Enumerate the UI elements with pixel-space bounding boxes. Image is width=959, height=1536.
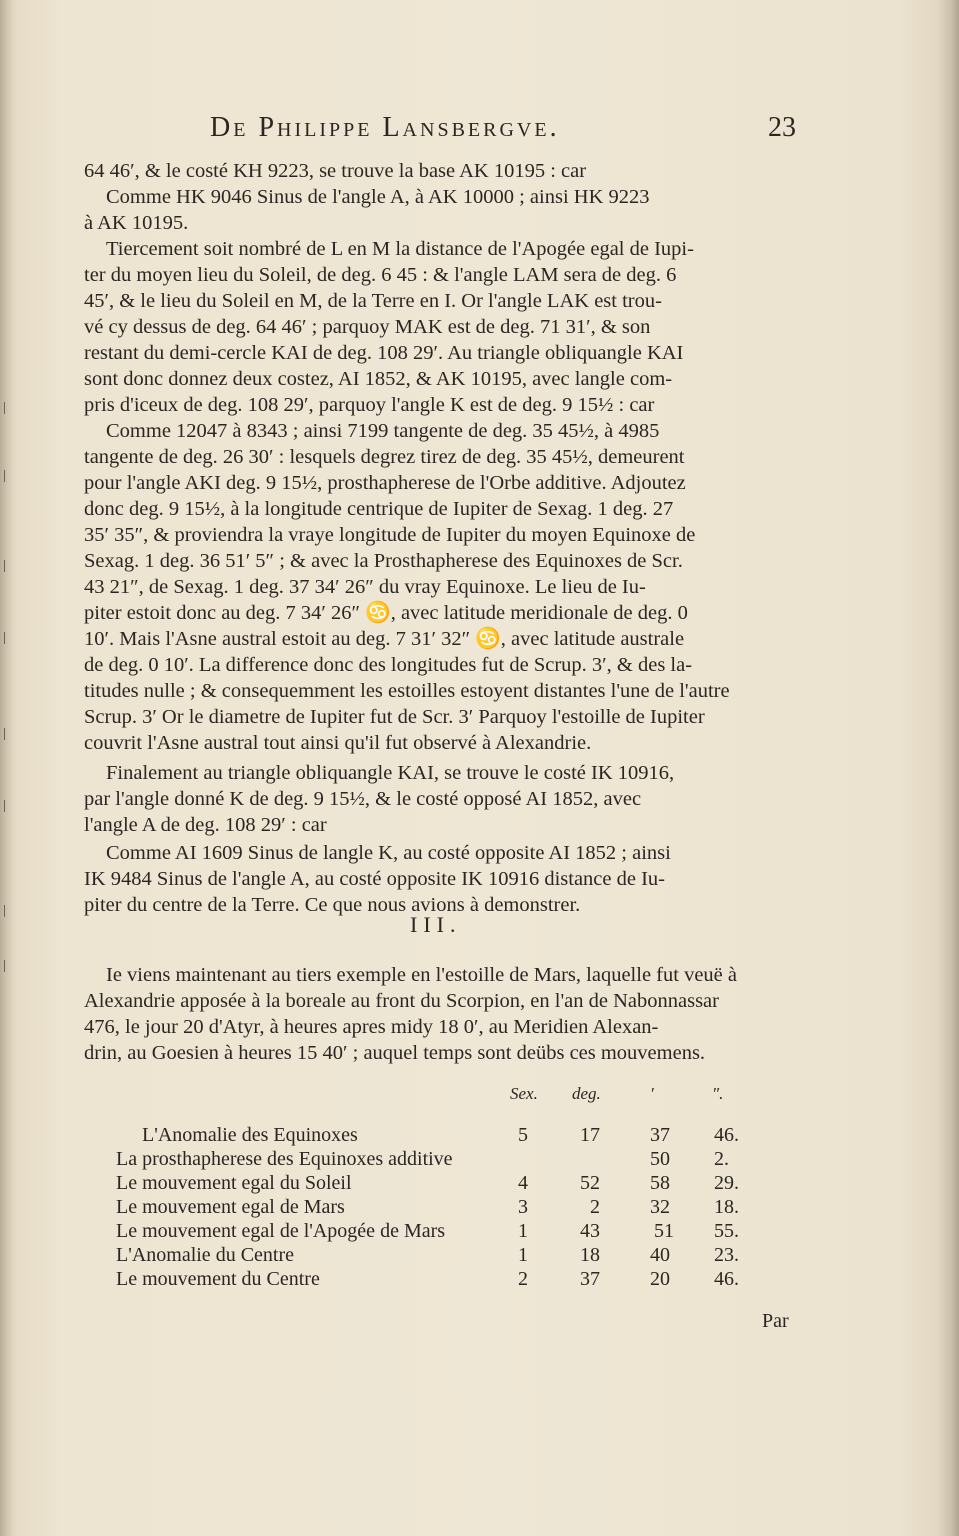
text-line: 45′, & le lieu du Soleil en M, de la Terre en I. Or l'angle LAK est trou- [84,290,662,312]
binding-gutter [0,0,14,1536]
text-line: piter estoit donc au deg. 7 34′ 26″ ♋, avec latitude meridionale de deg. 0 [84,602,688,624]
text-line: 476, le jour 20 d'Atyr, à heures apres midy 18 0′, au Meridien Alexan- [84,1016,659,1038]
text-line: 43 21″, de Sexag. 1 deg. 37 34′ 26″ du vray Equinoxe. Le lieu de Iu- [84,576,646,598]
gutter-mark [4,960,13,972]
text-line: pour l'angle AKI deg. 9 15½, prosthapherese de l'Orbe additive. Adjoutez [84,472,686,494]
text-line: Ie viens maintenant au tiers exemple en l'estoille de Mars, laquelle fut veuë à [106,964,737,986]
gutter-mark [4,470,13,482]
page-edge-shadow [937,0,959,1536]
row-sex: 1 [518,1220,528,1242]
table-header-sex: Sex. [510,1084,538,1103]
text-line: pris d'iceux de deg. 108 29′, parquoy l'angle K est de deg. 9 15½ : car [84,394,655,416]
row-label: L'Anomalie du Centre [116,1244,294,1266]
row-deg: 17 [580,1124,600,1146]
gutter-mark [4,632,13,644]
row-label: Le mouvement du Centre [116,1268,320,1290]
text-line: par l'angle donné K de deg. 9 15½, & le costé opposé AI 1852, avec [84,788,642,810]
text-line: couvrit l'Asne austral tout ainsi qu'il fut observé à Alexandrie. [84,732,592,754]
row-sec: 29. [714,1172,739,1194]
row-label: Le mouvement egal du Soleil [116,1172,352,1194]
table-header-sec: ″. [712,1084,724,1103]
row-min: 37 [650,1124,670,1146]
row-sec: 55. [714,1220,739,1242]
text-line: sont donc donnez deux costez, AI 1852, & AK 10195, avec langle com- [84,368,673,390]
text-line: Comme AI 1609 Sinus de langle K, au costé opposite AI 1852 ; ainsi [106,842,671,864]
text-line: 35′ 35″, & proviendra la vraye longitude de Iupiter du moyen Equinoxe de [84,524,696,546]
row-min: 51 [654,1220,674,1242]
gutter-mark [4,402,13,414]
row-sec: 46. [714,1124,739,1146]
row-min: 50 [650,1148,670,1170]
gutter-mark [4,728,13,740]
text-line: Comme HK 9046 Sinus de l'angle A, à AK 10000 ; ainsi HK 9223 [106,186,650,208]
section-title: III. [410,912,462,937]
row-deg: 2 [590,1196,600,1218]
text-line: tangente de deg. 26 30′ : lesquels degrez tirez de deg. 35 45½, demeurent [84,446,685,468]
text-line: Comme 12047 à 8343 ; ainsi 7199 tangente de deg. 35 45½, à 4985 [106,420,660,442]
text-line: de deg. 0 10′. La difference donc des longitudes fut de Scrup. 3′, & des la- [84,654,693,676]
row-sec: 18. [714,1196,739,1218]
text-line: drin, au Goesien à heures 15 40′ ; auquel temps sont deübs ces mouvemens. [84,1042,706,1064]
text-line: à AK 10195. [84,212,189,234]
row-sex: 4 [518,1172,528,1194]
row-min: 20 [650,1268,670,1290]
row-label: Le mouvement egal de Mars [116,1196,345,1218]
table-row [0,1244,900,1268]
row-deg: 37 [580,1268,600,1290]
row-sex: 3 [518,1196,528,1218]
table-row [0,1268,900,1292]
row-sex: 2 [518,1268,528,1290]
text-line: Finalement au triangle obliquangle KAI, se trouve le costé IK 10916, [106,762,675,784]
gutter-mark [4,800,13,812]
text-line: Tiercement soit nombré de L en M la distance de l'Apogée egal de Iupi- [106,238,694,260]
table-row [0,1196,900,1220]
table-row [0,1220,900,1244]
text-line: Scrup. 3′ Or le diametre de Iupiter fut de Scr. 3′ Parquoy l'estoille de Iupiter [84,706,705,728]
row-sec: 2. [714,1148,729,1170]
text-line: 10′. Mais l'Asne austral estoit au deg. 7 31′ 32″ ♋, avec latitude australe [84,628,685,650]
text-line: l'angle A de deg. 108 29′ : car [84,814,327,836]
row-min: 32 [650,1196,670,1218]
table-header-deg: deg. [572,1084,601,1103]
row-sec: 23. [714,1244,739,1266]
text-line: ter du moyen lieu du Soleil, de deg. 6 45 : & l'angle LAM sera de deg. 6 [84,264,677,286]
text-line: piter du centre de la Terre. Ce que nous avions à demonstrer. [84,894,581,916]
gutter-mark [4,560,13,572]
text-line: vé cy dessus de deg. 64 46′ ; parquoy MAK est de deg. 71 31′, & son [84,316,651,338]
row-sex: 1 [518,1244,528,1266]
row-deg: 18 [580,1244,600,1266]
gutter-mark [4,905,13,917]
page-number: 23 [768,112,796,143]
row-min: 58 [650,1172,670,1194]
row-deg: 52 [580,1172,600,1194]
text-line: Alexandrie apposée à la boreale au front du Scorpion, en l'an de Nabonnassar [84,990,719,1012]
table-header-min: ′ [650,1084,654,1103]
row-label: Le mouvement egal de l'Apogée de Mars [116,1220,446,1242]
table-row [0,1172,900,1196]
table-row [0,1124,900,1148]
row-label: La prosthapherese des Equinoxes additive [116,1148,453,1170]
text-line: 64 46′, & le costé KH 9223, se trouve la base AK 10195 : car [84,160,587,182]
text-line: Sexag. 1 deg. 36 51′ 5″ ; & avec la Prosthapherese des Equinoxes de Scr. [84,550,683,572]
row-min: 40 [650,1244,670,1266]
row-label: L'Anomalie des Equinoxes [142,1124,358,1146]
table-row [0,1148,900,1172]
text-line: titudes nulle ; & consequemment les estoilles estoyent distantes l'une de l'autre [84,680,730,702]
row-sex: 5 [518,1124,528,1146]
row-sec: 46. [714,1268,739,1290]
row-deg: 43 [580,1220,600,1242]
text-line: IK 9484 Sinus de l'angle A, au costé opposite IK 10916 distance de Iu- [84,868,665,890]
text-line: donc deg. 9 15½, à la longitude centrique de Iupiter de Sexag. 1 deg. 27 [84,498,674,520]
catchword: Par [762,1310,789,1332]
text-line: restant du demi-cercle KAI de deg. 108 29′. Au triangle obliquangle KAI [84,342,684,364]
running-head: De Philippe Lansbergve. [210,112,560,143]
